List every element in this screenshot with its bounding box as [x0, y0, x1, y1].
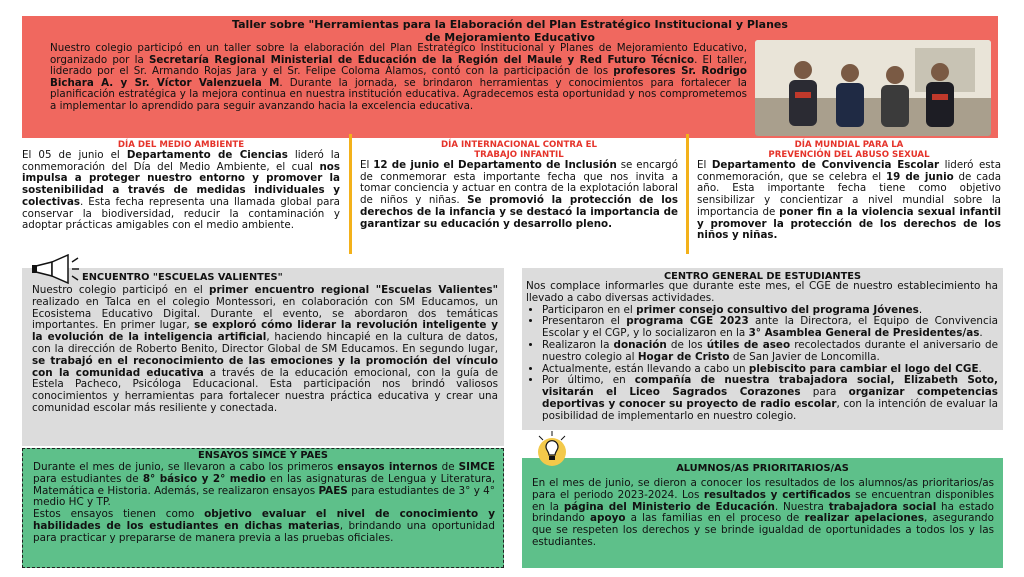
- abuse-prevention-day-text: El Departamento de Convivencia Escolar lideró esta conmemoración, que se celebra el 19 de junio de cada año. Esta importante fecha tiene como objetivo sensibilizar y concientizar a nivel mundial sobre la importancia de poner fin a la violencia sexual infantil y promover la protección de los derechos de los niños y niñas.: [697, 159, 1002, 242]
- student-council-section: [522, 268, 1003, 430]
- workshop-title: Taller sobre "Herramientas para la Elaboración del Plan Estratégico Institucional y Planes de Mejoramiento Educativo: [232, 18, 788, 44]
- group-photo: [755, 40, 991, 136]
- brave-schools-section: [22, 268, 504, 446]
- child-labor-day-title: DÍA INTERNACIONAL CONTRA EL TRABAJO INFANTIL: [441, 140, 597, 160]
- student-council-intro: Nos complace informarles que durante este mes, el CGE de nuestro establecimiento ha llevado a cabo diversas actividades.: [526, 280, 998, 304]
- abuse-prevention-day-title: DÍA MUNDIAL PARA LA PREVENCIÓN DEL ABUSO SEXUAL: [768, 140, 930, 160]
- priority-students-section: [522, 458, 1003, 568]
- column-divider: [686, 134, 689, 254]
- workshop-text: Nuestro colegio participó en un taller sobre la elaboración del Plan Estratégico Institucional y Planes de Mejoramiento Educativo, organizado por la Secretaría Regional Ministerial de Educación de la Región del Maule y Red Futuro Técnico. El taller, liderado por el Sr. Armando Rojas Jara y el Sr. Felipe Coloma Álamos, contó con la participación de los profesores Sr. Rodrigo Bichara A. y Sr. Víctor Valenzuela M. Durante la jornada, se brindaron herramientas y conocimientos para fortalecer la planificación estratégica y la mejora continua en nuestra institución educativa. Agradecemos esta oportunidad y nos comprometemos a implementar lo aprendido para seguir avanzando hacia la excelencia educativa.: [50, 42, 747, 112]
- list-item: • Por último, en compañía de nuestra trabajadora social, Elizabeth Soto, visitarán el Liceo Sagrados Corazones para organizar competencias deportivas y conocer su proyecto de radio escolar, con la intención de evaluar la posibilidad de implementarlo en nuestro colegio.: [542, 375, 998, 422]
- lightbulb-icon: [534, 428, 574, 468]
- brave-schools-title: ENCUENTRO "ESCUELAS VALIENTES": [82, 272, 283, 283]
- student-council-text: [526, 281, 998, 423]
- simce-paes-section: [22, 448, 504, 568]
- student-council-list: [526, 305, 998, 423]
- column-divider: [349, 134, 352, 254]
- list-item: • Presentaron el programa CGE 2023 ante la Directora, el Equipo de Convivencia Escolar y el CGP, y lo socializaron en la 3° Asamblea General de Presidentes/as.: [542, 316, 998, 340]
- list-item: • Realizaron la donación de los útiles de aseo recolectados durante el aniversario de nuestro colegio al Hogar de Cristo de San Javier de Loncomilla.: [542, 340, 998, 364]
- priority-students-title: ALUMNOS/AS PRIORITARIOS/AS: [676, 463, 849, 474]
- student-council-title: CENTRO GENERAL DE ESTUDIANTES: [663, 271, 862, 282]
- child-labor-day-text: El 12 de junio el Departamento de Inclusión se encargó de conmemorar esta importante fecha que nos invita a tomar conciencia y actuar en contra de la explotación laboral de niños y niñas. Se promovió la protección de los derechos de la infancia y se destacó la importancia de garantizar su educación y desarrollo pleno.: [360, 159, 679, 230]
- environment-day-text: El 05 de junio el Departamento de Ciencias lideró la conmemoración del Día del Medio Ambiente, el cual nos impulsa a proteger nuestro entorno y promover la sostenibilidad a través de medidas individuales y colectivas. Esta fecha representa una llamada global para conservar la biodiversidad, reducir la contaminación y adoptar prácticas amigables con el medio ambiente.: [22, 149, 340, 232]
- environment-day-title: DÍA DEL MEDIO AMBIENTE: [117, 140, 245, 150]
- megaphone-icon: [30, 254, 80, 284]
- simce-paes-text: Durante el mes de junio, se llevaron a cabo los primeros ensayos internos de SIMCE para estudiantes de 8° básico y 2° medio en las asignaturas de Lengua y Literatura, Matemática e Historia. Además, se realizaron ensayos PAES para estudiantes de 3° y 4° medio HC y TP. Estos ensayos tienen como objetivo evaluar el nivel de conocimiento y habilidades de los estudiantes en dichas materias, brindando una oportunidad para practicar y prepararse de manera previa a las pruebas oficiales.: [33, 461, 496, 544]
- simce-paes-title: ENSAYOS SIMCE Y PAES: [198, 450, 328, 461]
- list-item: • Actualmente, están llevando a cabo un plebiscito para cambiar el logo del CGE.: [542, 364, 998, 376]
- workshop-section: [22, 16, 998, 138]
- child-labor-day-section: [360, 140, 678, 230]
- priority-students-text: En el mes de junio, se dieron a conocer los resultados de los alumnos/as prioritarios/as para el periodo 2023-2024. Los resultados y certificados se encuentran disponibles en la página del Ministerio de Educación. Nuestra trabajadora social ha estado brindando apoyo a las familias en el proceso de realizar apelaciones, asegurando que se respeten los derechos y se brinde igualdad de oportunidades a todos los y las estudiantes.: [532, 477, 995, 548]
- abuse-prevention-day-section: [697, 140, 1001, 242]
- brave-schools-text: Nuestro colegio participó en el primer encuentro regional "Escuelas Valientes" realizado en Talca en el colegio Montessori, en colaboración con SM Educamos, un Ecosistema Educativo Digital. Durante el evento, se abordaron dos temáticas importantes. En primer lugar, se exploró cómo liderar la revolución inteligente y la evolución de la inteligencia artificial, haciendo hincapié en la cultura de datos, con la dirección de Roberto Benito, Director Global de SM Educamos. En segundo lugar, se trabajó en el reconocimiento de las emociones y la promoción del vínculo con la comunidad educativa a través de la educación emocional, con la guía de Estela Pacheco, Psicóloga Educacional. Esta participación nos brindó valiosos conocimientos y herramientas para fortalecer nuestra práctica educativa y crear una comunidad escolar más resiliente y conectada.: [32, 284, 498, 414]
- environment-day-section: [22, 140, 340, 232]
- list-item: • Participaron en el primer consejo consultivo del programa Jóvenes.: [542, 305, 998, 317]
